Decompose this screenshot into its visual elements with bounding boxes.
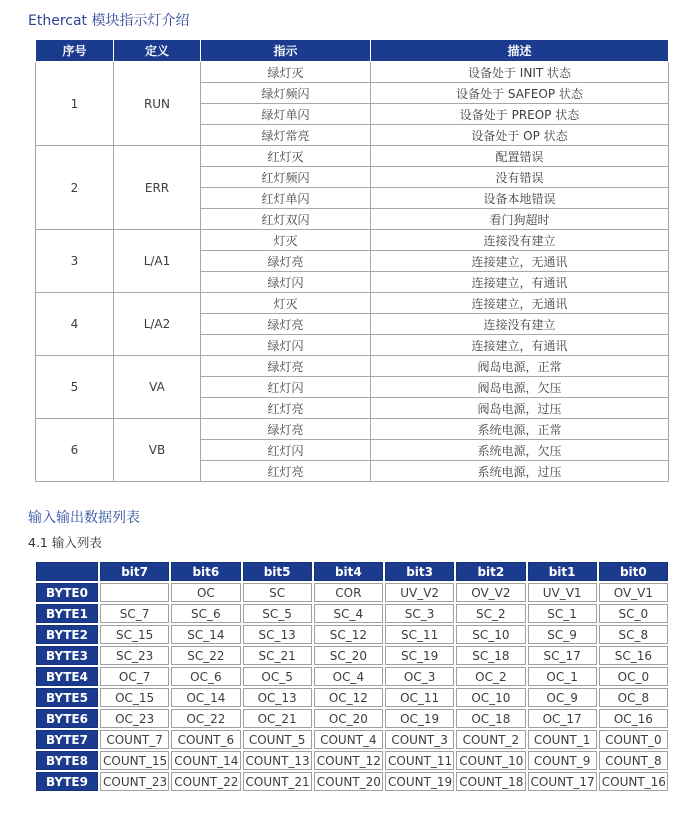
definition-cell: L/A1 <box>114 230 201 293</box>
description-cell: 系统电源，正常 <box>371 419 669 440</box>
description-cell: 设备处于 INIT 状态 <box>371 62 669 83</box>
corner-header-cell <box>36 562 98 581</box>
bit-column-header: bit5 <box>243 562 312 581</box>
description-cell: 连接建立，有通讯 <box>371 335 669 356</box>
indication-cell: 红灯灭 <box>201 146 371 167</box>
column-header: 序号 <box>36 40 114 62</box>
bit-value-cell: COUNT_16 <box>599 772 668 791</box>
bit-value-cell: SC_15 <box>100 625 169 644</box>
bit-value-cell: SC_11 <box>385 625 454 644</box>
bit-value-cell: OC_22 <box>171 709 240 728</box>
column-header: 定义 <box>114 40 201 62</box>
bit-value-cell: OC_10 <box>456 688 525 707</box>
bit-value-cell: OC_23 <box>100 709 169 728</box>
row-number-cell: 2 <box>36 146 114 230</box>
bit-value-cell: SC_19 <box>385 646 454 665</box>
indication-cell: 灯灭 <box>201 230 371 251</box>
table-row <box>36 730 668 749</box>
bit-value-cell: OV_V1 <box>599 583 668 602</box>
bit-value-cell: COUNT_10 <box>456 751 525 770</box>
table-row <box>36 772 668 791</box>
bit-value-cell: SC_14 <box>171 625 240 644</box>
row-number-cell: 4 <box>36 293 114 356</box>
bit-value-cell: SC_22 <box>171 646 240 665</box>
bit-value-cell: COUNT_15 <box>100 751 169 770</box>
description-cell: 阀岛电源，过压 <box>371 398 669 419</box>
description-cell: 没有错误 <box>371 167 669 188</box>
bit-value-cell: OC_15 <box>100 688 169 707</box>
row-number-cell: 1 <box>36 62 114 146</box>
bit-value-cell: COUNT_12 <box>314 751 383 770</box>
bit-value-cell: UV_V1 <box>528 583 597 602</box>
bit-column-header: bit6 <box>171 562 240 581</box>
bit-value-cell: OC_21 <box>243 709 312 728</box>
description-cell: 阀岛电源，正常 <box>371 356 669 377</box>
table-row <box>36 688 668 707</box>
bit-value-cell: COUNT_8 <box>599 751 668 770</box>
table-row <box>36 583 668 602</box>
row-number-cell: 6 <box>36 419 114 482</box>
definition-cell: VB <box>114 419 201 482</box>
bit-value-cell: SC_17 <box>528 646 597 665</box>
byte-label-cell: BYTE7 <box>36 730 98 749</box>
bit-value-cell: OC_16 <box>599 709 668 728</box>
led-table-body <box>36 62 669 482</box>
description-cell: 设备处于 OP 状态 <box>371 125 669 146</box>
section-subtitle-input-list: 4.1 输入列表 <box>28 535 102 550</box>
table-row <box>36 667 668 686</box>
bit-value-cell: COUNT_5 <box>243 730 312 749</box>
table-row <box>36 751 668 770</box>
indication-cell: 绿灯闪 <box>201 335 371 356</box>
indication-cell: 红灯单闪 <box>201 188 371 209</box>
byte-label-cell: BYTE0 <box>36 583 98 602</box>
definition-cell: RUN <box>114 62 201 146</box>
bit-column-header: bit3 <box>385 562 454 581</box>
description-cell: 设备本地错误 <box>371 188 669 209</box>
bit-value-cell: SC_2 <box>456 604 525 623</box>
bit-value-cell: COUNT_23 <box>100 772 169 791</box>
input-bits-table-body <box>36 583 668 791</box>
byte-label-cell: BYTE6 <box>36 709 98 728</box>
description-cell: 设备处于 PREOP 状态 <box>371 104 669 125</box>
description-cell: 连接建立，无通讯 <box>371 251 669 272</box>
bit-value-cell: SC_13 <box>243 625 312 644</box>
indication-cell: 灯灭 <box>201 293 371 314</box>
indication-cell: 绿灯频闪 <box>201 83 371 104</box>
description-cell: 设备处于 SAFEOP 状态 <box>371 83 669 104</box>
bit-value-cell: COUNT_20 <box>314 772 383 791</box>
indication-cell: 绿灯闪 <box>201 272 371 293</box>
indication-cell: 绿灯亮 <box>201 419 371 440</box>
bit-value-cell: SC_3 <box>385 604 454 623</box>
indication-cell: 红灯亮 <box>201 398 371 419</box>
bit-value-cell: SC <box>243 583 312 602</box>
bit-value-cell: OC_11 <box>385 688 454 707</box>
row-number-cell: 5 <box>36 356 114 419</box>
bit-value-cell: COUNT_14 <box>171 751 240 770</box>
bit-value-cell: SC_6 <box>171 604 240 623</box>
description-cell: 连接没有建立 <box>371 314 669 335</box>
definition-cell: VA <box>114 356 201 419</box>
bit-column-header: bit2 <box>456 562 525 581</box>
bit-value-cell <box>100 583 169 602</box>
bit-value-cell: OC_6 <box>171 667 240 686</box>
bit-value-cell: OC_19 <box>385 709 454 728</box>
indication-cell: 红灯亮 <box>201 461 371 482</box>
byte-label-cell: BYTE5 <box>36 688 98 707</box>
bit-value-cell: COUNT_22 <box>171 772 240 791</box>
bit-value-cell: OC_0 <box>599 667 668 686</box>
bit-value-cell: COUNT_13 <box>243 751 312 770</box>
column-header: 描述 <box>371 40 669 62</box>
bit-value-cell: COUNT_6 <box>171 730 240 749</box>
bit-value-cell: OV_V2 <box>456 583 525 602</box>
bit-value-cell: COUNT_17 <box>528 772 597 791</box>
bit-value-cell: SC_18 <box>456 646 525 665</box>
bit-value-cell: OC_9 <box>528 688 597 707</box>
bit-value-cell: OC_14 <box>171 688 240 707</box>
table-row <box>36 646 668 665</box>
byte-label-cell: BYTE2 <box>36 625 98 644</box>
led-table-head <box>36 40 669 62</box>
description-cell: 连接建立，无通讯 <box>371 293 669 314</box>
indication-cell: 红灯闪 <box>201 377 371 398</box>
bit-column-header: bit7 <box>100 562 169 581</box>
bit-value-cell: SC_9 <box>528 625 597 644</box>
bit-value-cell: OC_20 <box>314 709 383 728</box>
definition-cell: L/A2 <box>114 293 201 356</box>
indication-cell: 绿灯灭 <box>201 62 371 83</box>
indication-cell: 红灯频闪 <box>201 167 371 188</box>
bit-value-cell: COUNT_4 <box>314 730 383 749</box>
bit-value-cell: OC_2 <box>456 667 525 686</box>
bit-value-cell: OC_1 <box>528 667 597 686</box>
indication-cell: 红灯双闪 <box>201 209 371 230</box>
bit-value-cell: COUNT_1 <box>528 730 597 749</box>
bit-value-cell: COUNT_21 <box>243 772 312 791</box>
table-row <box>36 230 669 251</box>
bit-value-cell: OC_3 <box>385 667 454 686</box>
description-cell: 看门狗超时 <box>371 209 669 230</box>
bit-value-cell: UV_V2 <box>385 583 454 602</box>
indication-cell: 绿灯亮 <box>201 356 371 377</box>
bit-value-cell: SC_10 <box>456 625 525 644</box>
bit-column-header: bit4 <box>314 562 383 581</box>
byte-label-cell: BYTE8 <box>36 751 98 770</box>
bit-value-cell: SC_12 <box>314 625 383 644</box>
bit-value-cell: COUNT_18 <box>456 772 525 791</box>
bit-value-cell: SC_5 <box>243 604 312 623</box>
bit-value-cell: COUNT_19 <box>385 772 454 791</box>
table-header-row <box>36 562 668 581</box>
bit-value-cell: SC_16 <box>599 646 668 665</box>
bit-value-cell: OC_8 <box>599 688 668 707</box>
bit-value-cell: OC_4 <box>314 667 383 686</box>
table-row <box>36 604 668 623</box>
table-row <box>36 625 668 644</box>
bit-value-cell: OC <box>171 583 240 602</box>
table-header-row <box>36 40 669 62</box>
indication-cell: 绿灯单闪 <box>201 104 371 125</box>
indication-cell: 红灯闪 <box>201 440 371 461</box>
description-cell: 连接建立，有通讯 <box>371 272 669 293</box>
bit-value-cell: SC_8 <box>599 625 668 644</box>
row-number-cell: 3 <box>36 230 114 293</box>
description-cell: 配置错误 <box>371 146 669 167</box>
bit-value-cell: OC_7 <box>100 667 169 686</box>
description-cell: 连接没有建立 <box>371 230 669 251</box>
bit-value-cell: OC_18 <box>456 709 525 728</box>
indication-cell: 绿灯亮 <box>201 251 371 272</box>
bit-value-cell: OC_17 <box>528 709 597 728</box>
input-bits-table <box>34 560 670 793</box>
bit-column-header: bit0 <box>599 562 668 581</box>
bit-value-cell: OC_13 <box>243 688 312 707</box>
bit-column-header: bit1 <box>528 562 597 581</box>
section-title-io-data-list: 输入输出数据列表 <box>28 510 140 526</box>
bit-value-cell: SC_20 <box>314 646 383 665</box>
input-bits-table-head <box>36 562 668 581</box>
bit-value-cell: SC_21 <box>243 646 312 665</box>
bit-value-cell: OC_12 <box>314 688 383 707</box>
bit-value-cell: COUNT_9 <box>528 751 597 770</box>
bit-value-cell: COUNT_2 <box>456 730 525 749</box>
bit-value-cell: COUNT_11 <box>385 751 454 770</box>
page-title: Ethercat 模块指示灯介绍 <box>28 13 190 29</box>
led-table <box>35 39 669 482</box>
table-row <box>36 356 669 377</box>
table-row <box>36 146 669 167</box>
indication-cell: 绿灯常亮 <box>201 125 371 146</box>
indication-cell: 绿灯亮 <box>201 314 371 335</box>
description-cell: 阀岛电源，欠压 <box>371 377 669 398</box>
bit-value-cell: COR <box>314 583 383 602</box>
bit-value-cell: COUNT_7 <box>100 730 169 749</box>
description-cell: 系统电源，欠压 <box>371 440 669 461</box>
bit-value-cell: SC_7 <box>100 604 169 623</box>
table-row <box>36 293 669 314</box>
table-row <box>36 419 669 440</box>
bit-value-cell: SC_0 <box>599 604 668 623</box>
table-row <box>36 62 669 83</box>
bit-value-cell: COUNT_0 <box>599 730 668 749</box>
byte-label-cell: BYTE9 <box>36 772 98 791</box>
bit-value-cell: SC_4 <box>314 604 383 623</box>
byte-label-cell: BYTE1 <box>36 604 98 623</box>
table-row <box>36 709 668 728</box>
column-header: 指示 <box>201 40 371 62</box>
byte-label-cell: BYTE3 <box>36 646 98 665</box>
bit-value-cell: SC_23 <box>100 646 169 665</box>
description-cell: 系统电源，过压 <box>371 461 669 482</box>
definition-cell: ERR <box>114 146 201 230</box>
bit-value-cell: COUNT_3 <box>385 730 454 749</box>
byte-label-cell: BYTE4 <box>36 667 98 686</box>
bit-value-cell: OC_5 <box>243 667 312 686</box>
bit-value-cell: SC_1 <box>528 604 597 623</box>
